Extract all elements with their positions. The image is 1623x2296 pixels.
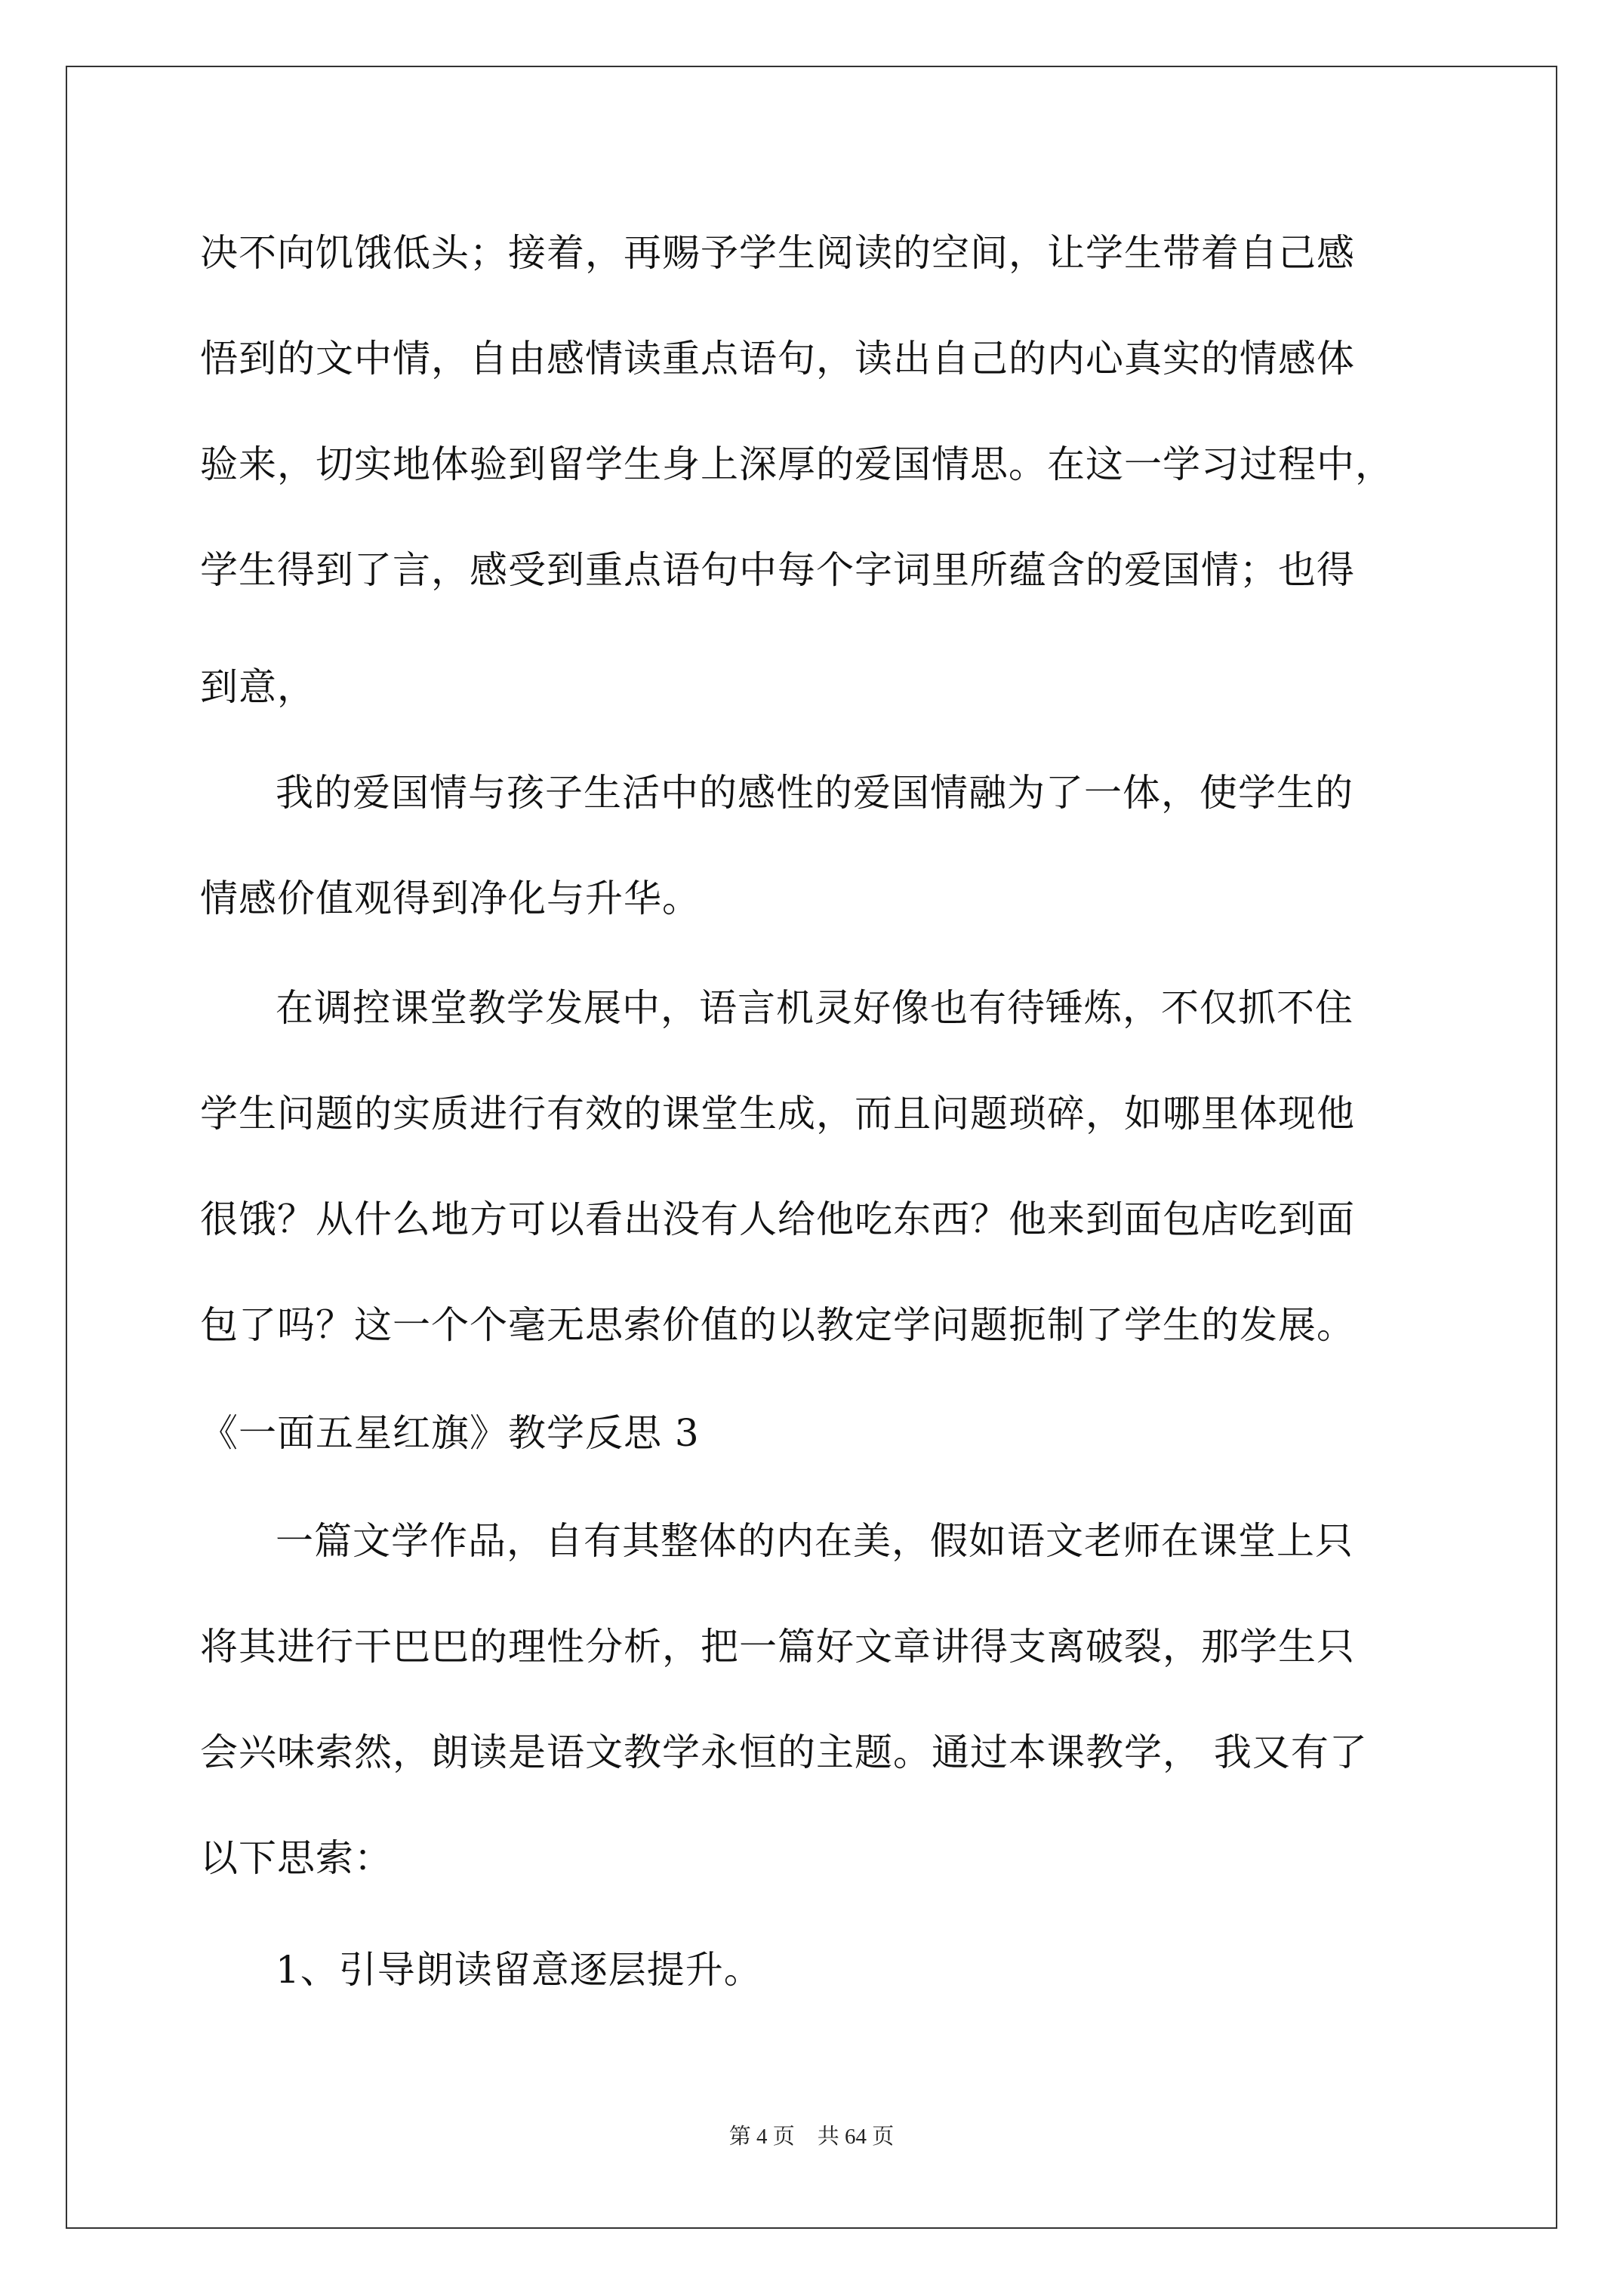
body-line: 学生得到了言，感受到重点语句中每个字词里所蕴含的爱国情；也得	[200, 548, 1355, 592]
body-line: 将其进行干巴巴的理性分析，把一篇好文章讲得支离破裂，那学生只	[200, 1625, 1355, 1669]
body-line: 验来，切实地体验到留学生身上深厚的爱国情思。在这一学习过程中，	[200, 442, 1394, 486]
page-total: 共 64 页	[817, 2125, 895, 2149]
body-line: 到意，	[200, 665, 316, 709]
body-line: 包了吗？这一个个毫无思索价值的以教定学问题扼制了学生的发展。	[200, 1303, 1355, 1347]
body-line: 会兴味索然，朗读是语文教学永恒的主题。通过本课教学， 我又有了	[200, 1730, 1368, 1774]
body-line: 学生问题的实质进行有效的课堂生成，而且问题琐碎，如哪里体现他	[200, 1092, 1355, 1136]
section-heading: 《一面五星红旗》教学反思 3	[200, 1411, 700, 1455]
body-line: 决不向饥饿低头；接着，再赐予学生阅读的空间，让学生带着自己感	[200, 231, 1355, 275]
body-line: 以下思索：	[200, 1836, 393, 1880]
paragraph-start-line: 我的爱国情与孩子生活中的感性的爱国情融为了一体，使学生的	[276, 771, 1354, 815]
list-item-line: 1、引导朗读留意逐层提升。	[276, 1948, 762, 1992]
body-line: 很饿？从什么地方可以看出没有人给他吃东西？他来到面包店吃到面	[200, 1197, 1355, 1241]
body-line: 情感价值观得到净化与升华。	[200, 877, 701, 920]
paragraph-start-line: 一篇文学作品，自有其整体的内在美，假如语文老师在课堂上只	[276, 1519, 1354, 1563]
page-number: 第 4 页	[728, 2125, 795, 2149]
body-line: 悟到的文中情，自由感情读重点语句，读出自己的内心真实的情感体	[200, 337, 1355, 381]
paragraph-start-line: 在调控课堂教学发展中，语言机灵好像也有待锤炼，不仅抓不住	[276, 986, 1354, 1030]
page-border	[66, 66, 1557, 2229]
page-footer	[0, 2123, 1623, 2150]
